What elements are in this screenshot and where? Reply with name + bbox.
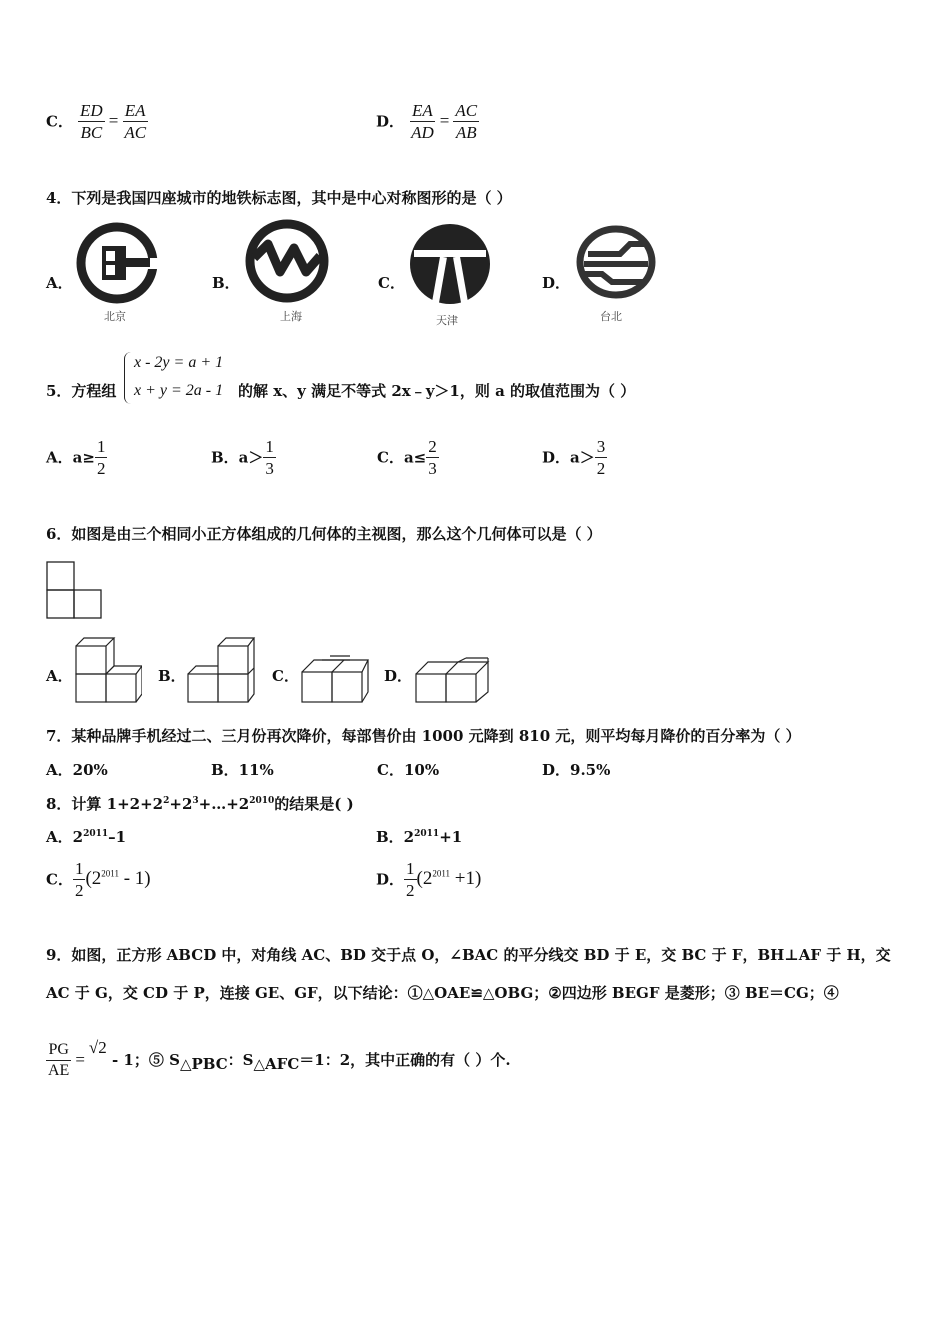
q7-option-a[interactable]: A．20%: [46, 761, 108, 779]
q7-stem: 7．某种品牌手机经过二、三月份再次降价，每部售价由 1000 元降到 810 元，则平均每月降价的百分率为（ ）: [46, 727, 801, 745]
q7-option-b[interactable]: B．11%: [211, 761, 274, 779]
q5-option-d[interactable]: D．a＞ $\frac{3}{2}$: [542, 437, 606, 479]
q3-option-c[interactable]: C． $\frac{ED}{BC}$ = $\frac{EA}{AC}$: [46, 101, 147, 143]
q8-option-b[interactable]: B．$2^{2011}+1$: [376, 828, 463, 846]
beijing-metro-logo: [76, 222, 158, 304]
cube-option-d: [414, 656, 490, 704]
q4-stem: 4．下列是我国四座城市的地铁标志图，其中是中心对称图形的是（ ）: [46, 189, 512, 207]
q4-option-d-label[interactable]: D．: [542, 274, 571, 292]
q8-option-c[interactable]: C． $\frac{1}{2}$ $(2^{2011} - 1)$: [46, 859, 151, 901]
taipei-caption: 台北: [600, 310, 622, 323]
q6-option-d-label[interactable]: D．: [384, 667, 413, 685]
q5-prefix: 5．方程组: [46, 382, 117, 400]
shanghai-caption: 上海: [280, 310, 302, 323]
system-brace: [124, 352, 131, 404]
tianjin-caption: 天津: [436, 314, 458, 327]
cube-option-a: [74, 636, 142, 704]
fraction: $\frac{EA}{AD}$: [411, 101, 434, 143]
q9-line1: 9．如图，正方形 ABCD 中，对角线 AC、BD 交于点 O，∠BAC 的平分线交 BD 于 E，交 BC 于 F，BH⊥AF 于 H，交: [46, 946, 891, 964]
q7-option-c[interactable]: C．10%: [377, 761, 440, 779]
cube-option-b: [186, 636, 256, 704]
fraction: $\frac{AC}{AB}$: [455, 101, 478, 143]
tianjin-metro-logo: [408, 222, 492, 306]
system-eq1: x - 2y = a + 1: [134, 354, 224, 371]
q5-suffix: 的解 x、y 满足不等式 2x﹣y＞1，则 a 的取值范围为（ ）: [238, 382, 636, 400]
q9-line2: AC 于 G，交 CD 于 P，连接 GE、GF，以下结论：①△OAE≌△OBG；②四边形 BEGF 是菱形；③ BE＝CG；④: [46, 984, 839, 1002]
system-eq2: x + y = 2a - 1: [134, 382, 224, 399]
beijing-caption: 北京: [104, 310, 126, 323]
q6-option-b-label[interactable]: B．: [158, 667, 186, 685]
q4-option-b-label[interactable]: B．: [212, 274, 240, 292]
q5-option-c[interactable]: C．a≤ $\frac{2}{3}$: [377, 437, 437, 479]
q3-option-d[interactable]: D． $\frac{EA}{AD}$ = $\frac{AC}{AB}$: [376, 101, 478, 143]
fraction: $\frac{ED}{BC}$: [80, 101, 103, 143]
q5-option-b[interactable]: B．a＞ $\frac{1}{3}$: [211, 437, 274, 479]
fraction: $\frac{EA}{AC}$: [124, 101, 147, 143]
q8-option-d[interactable]: D． $\frac{1}{2}$ $(2^{2011} +1)$: [376, 859, 482, 901]
q9-line3: $\frac{PG}{AE}$ =√2 - 1；⑤ $S_{\triangle PBC}$：$S_{\triangle AFC}=1$：2，其中正确的有（ ）个.: [48, 1038, 511, 1079]
q8-option-a[interactable]: A．$2^{2011}-1$: [46, 828, 127, 846]
q6-option-c-label[interactable]: C．: [272, 667, 299, 685]
cube-option-c: [300, 654, 370, 704]
q4-option-c-label[interactable]: C．: [378, 274, 405, 292]
q5-option-a[interactable]: A．a≥ $\frac{1}{2}$: [46, 437, 106, 479]
q6-option-a-label[interactable]: A．: [46, 667, 73, 685]
front-view-figure: [46, 561, 104, 619]
q8-stem: 8．计算 $1+2+2^2+2^3+\dots+2^{2010}$的结果是( ): [46, 795, 354, 813]
q7-option-d[interactable]: D．9.5%: [542, 761, 611, 779]
q6-stem: 6．如图是由三个相同小正方体组成的几何体的主视图，那么这个几何体可以是（ ）: [46, 525, 602, 543]
taipei-metro-logo: [574, 224, 658, 300]
q4-option-a-label[interactable]: A．: [46, 274, 73, 292]
shanghai-metro-logo: [244, 218, 330, 304]
